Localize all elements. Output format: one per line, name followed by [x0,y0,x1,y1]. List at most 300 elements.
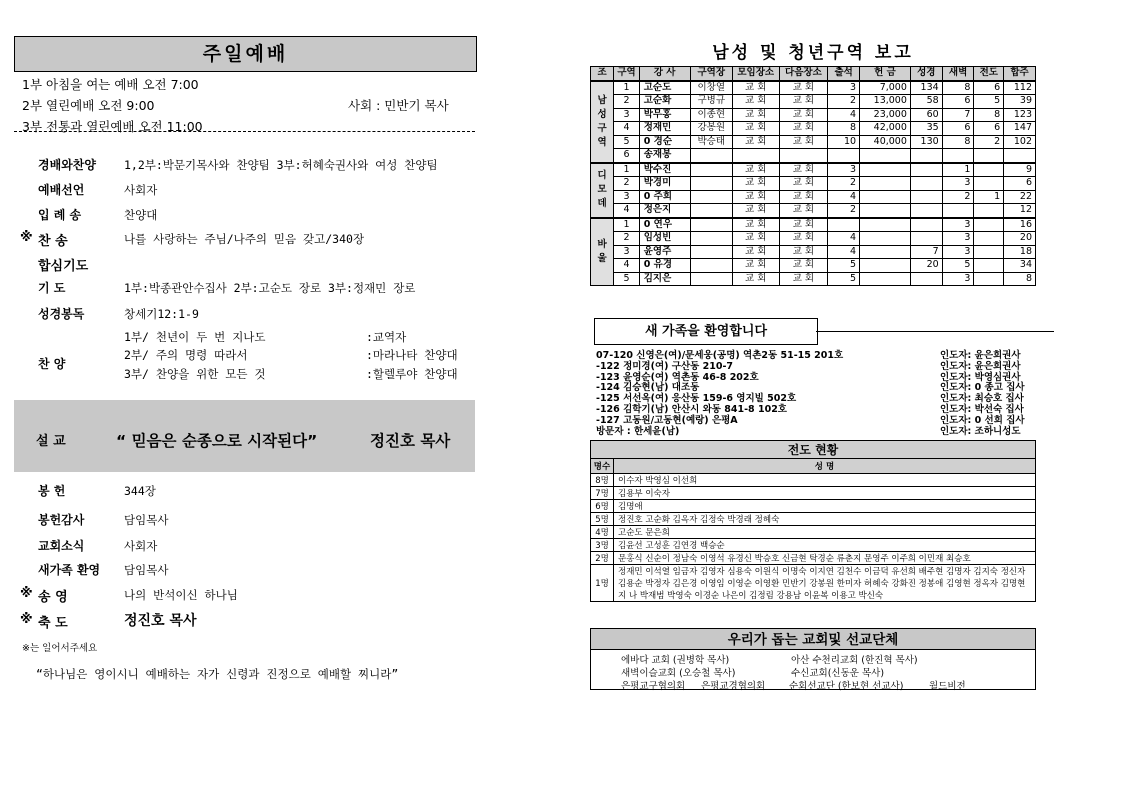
col-header: 강 사 [639,67,690,81]
anthem-song: 3부/ 찬양을 위한 모든 것 [124,367,266,381]
table-cell: 구병규 [690,95,732,109]
table-cell [860,163,911,177]
new-family-entry: -123 윤영순(여) 역촌동 46-8 202호 [596,371,759,383]
table-cell [690,177,732,191]
table-cell: 교 회 [732,163,779,177]
table-row [591,259,1036,273]
new-family-guide: 인도자: 0 선희 집사 [940,414,1025,426]
table-cell: 1 [942,163,974,177]
church-item: 아산 수천리교회 (한진혁 목사) [791,655,918,666]
table-row [591,190,1036,204]
table-cell: 5 [614,272,639,286]
table-cell: 교 회 [779,218,828,232]
table-cell: 3 [942,245,974,259]
table-cell: 교 회 [779,81,828,95]
table-cell: 23,000 [860,108,911,122]
table-cell [690,259,732,273]
dashed-divider [14,131,475,132]
table-cell: 박승태 [690,135,732,149]
table-cell: 0 연우 [639,218,690,232]
table-cell: 18 [1004,245,1036,259]
table-cell [860,218,911,232]
new-family-guide: 인도자: 윤은희권사 [940,360,1021,372]
table-cell: 교 회 [779,259,828,273]
table-cell [860,149,911,163]
anthem-song: 2부/ 주의 명령 따라서 [124,348,248,362]
order-value: 1부:박종관안수집사 2부:고순도 장로 3부:정재민 장로 [124,281,416,295]
new-family-guide: 인도자: 박선숙 집사 [940,404,1024,415]
table-row [591,204,1036,218]
order-label: 합심기도 [38,259,89,274]
table-cell: 교 회 [732,272,779,286]
table-cell: 1 [614,81,639,95]
table-cell: 교 회 [732,245,779,259]
table-cell: 20 [910,259,942,273]
count-cell: 1명 [591,565,614,602]
table-cell: 3 [942,177,974,191]
table-cell: 강봉원 [690,122,732,136]
anthem-choir: :할렐루야 찬양대 [366,367,458,381]
sermon-title: “ 믿음은 순종으로 시작된다” [116,432,318,450]
table-cell [860,245,911,259]
sermon-preacher: 정진호 목사 [370,432,451,450]
table-header-row [591,459,1036,474]
table-row [591,552,1036,565]
table-cell: 35 [910,122,942,136]
table-cell: 임성빈 [639,232,690,246]
table-cell: 40,000 [860,135,911,149]
table-cell: 교 회 [732,218,779,232]
table-cell: 6 [1004,177,1036,191]
table-cell [1004,149,1036,163]
table-cell [779,149,828,163]
table-cell [690,245,732,259]
church-item: 은평교경협의회 [701,681,766,692]
new-family-entry: -124 김승현(남) 대조동 [596,382,700,394]
table-cell: 8 [974,108,1004,122]
table-cell [942,204,974,218]
count-cell: 6명 [591,500,614,513]
church-item: 순회선교단 (한보현 선교사) [789,681,904,692]
names-cell: 이수자 박영심 이선희 [614,474,1036,487]
table-cell: 박경미 [639,177,690,191]
welcome-rule [816,331,1054,332]
table-cell: 교 회 [732,95,779,109]
count-cell: 3명 [591,539,614,552]
table-cell [974,245,1004,259]
table-row [591,108,1036,122]
table-cell: 3 [614,190,639,204]
table-cell [690,218,732,232]
table-cell: 134 [910,81,942,95]
new-family-entry: -127 고동원/고동현(예랑) 은평A [596,414,738,426]
table-cell: 1 [614,163,639,177]
table-cell: 교 회 [732,108,779,122]
table-row [591,487,1036,500]
table-cell: 102 [1004,135,1036,149]
table-cell: 5 [614,135,639,149]
table-cell: 교 회 [779,135,828,149]
table-cell [974,163,1004,177]
table-cell [828,218,860,232]
table-cell [942,149,974,163]
church-item: 에바다 교회 (권병학 목사) [621,655,730,666]
worship-title: 주일예배 [14,36,477,72]
new-family-guide: 인도자: 윤은희권사 [940,350,1021,361]
new-family-entry: -126 김학기(남) 안산시 와동 841-8 102호 [596,404,787,415]
table-row [591,95,1036,109]
table-cell: 0 유경 [639,259,690,273]
group-name-cell: 바 울 [591,218,614,286]
table-cell: 4 [614,122,639,136]
table-cell: 4 [828,190,860,204]
order-value: 찬양대 [124,208,158,222]
table-cell: 이종현 [690,108,732,122]
order-value: 담임목사 [124,563,169,577]
table-cell: 3 [942,272,974,286]
table-cell: 1 [974,190,1004,204]
table-cell: 2 [942,190,974,204]
col-header: 헌 금 [860,67,911,81]
table-cell [690,232,732,246]
table-cell: 교 회 [779,163,828,177]
table-cell [910,190,942,204]
table-cell: 8 [942,81,974,95]
new-family-guide: 인도자: 최승호 집사 [940,393,1024,405]
table-cell: 4 [614,204,639,218]
order-value: 담임목사 [124,513,169,527]
new-family-entry: -122 정미경(여) 구산동 210-7 [596,360,734,372]
table-cell: 58 [910,95,942,109]
table-cell: 6 [942,122,974,136]
table-cell: 6 [974,81,1004,95]
order-label: 찬 송 [38,234,68,249]
table-cell: 2 [614,232,639,246]
table-cell [690,190,732,204]
table-cell: 8 [1004,272,1036,286]
table-cell: 교 회 [779,108,828,122]
table-cell: 박무홍 [639,108,690,122]
table-cell: 2 [614,95,639,109]
anthem-song: 1부/ 천년이 두 번 지나도 [124,330,266,344]
new-family-guide: 인도자: 0 종고 집사 [940,382,1025,394]
col-header: 출석 [828,67,860,81]
table-cell: 교 회 [732,259,779,273]
table-cell: 김지은 [639,272,690,286]
order-label: 경배와찬양 [38,158,96,172]
table-cell: 교 회 [732,122,779,136]
table-cell [974,218,1004,232]
table-cell: 10 [828,135,860,149]
table-row [591,232,1036,246]
count-cell: 7명 [591,487,614,500]
count-cell: 8명 [591,474,614,487]
table-cell: 34 [1004,259,1036,273]
table-cell: 2 [828,95,860,109]
closing-verse: “하나님은 영이시니 예배하는 자가 신령과 진정으로 예배할 찌니라” [36,667,399,681]
table-cell: 교 회 [732,204,779,218]
group-name-cell: 남 성 구 역 [591,81,614,163]
table-cell: 6 [614,149,639,163]
table-cell: 3 [942,232,974,246]
service-2: 2부 열린예배 오전 9:00 [22,98,155,113]
order-label: 봉 헌 [38,484,66,498]
table-cell: 3 [614,108,639,122]
table-cell: 0 주희 [639,190,690,204]
table-row [591,272,1036,286]
table-cell [860,190,911,204]
standing-mark: ※ [20,230,33,245]
welcome-title: 새 가족을 환영합니다 [594,318,818,345]
table-cell: 윤영주 [639,245,690,259]
col-header: 합주 [1004,67,1036,81]
service-1: 1부 아침을 여는 예배 오전 7:00 [22,77,199,92]
table-cell: 8 [942,135,974,149]
table-cell: 5 [828,272,860,286]
table-cell: 22 [1004,190,1036,204]
table-cell [690,163,732,177]
table-cell: 2 [828,204,860,218]
table-cell: 교 회 [732,190,779,204]
church-item: 새벽이슬교회 (오승철 목사) [621,668,736,679]
anthem-choir: :마라나타 찬양대 [366,348,458,362]
names-cell: 김윤선 고성훈 김연경 백승순 [614,539,1036,552]
church-item: 은평교구협의회 [621,681,686,692]
table-cell: 교 회 [732,135,779,149]
table-cell: 정은지 [639,204,690,218]
table-cell: 2 [828,177,860,191]
table-cell: 이창열 [690,81,732,95]
table-cell [910,218,942,232]
order-label: 기 도 [38,281,66,295]
table-cell: 교 회 [779,190,828,204]
names-cell: 문홍식 신순이 정남숙 이영석 유경신 박승호 신금현 탁경순 류춘지 문영주 이주희 이민재 최승호 [614,552,1036,565]
table-cell: 112 [1004,81,1036,95]
new-family-guide: 인도자: 조하니성도 [940,425,1021,437]
table-cell [974,272,1004,286]
order-label: 축 도 [38,616,68,631]
table-cell: 7,000 [860,81,911,95]
table-cell: 정재민 [639,122,690,136]
table-cell: 20 [1004,232,1036,246]
table-cell: 5 [974,95,1004,109]
table-cell: 교 회 [779,245,828,259]
table-row [591,539,1036,552]
table-row [591,474,1036,487]
churches-title: 우리가 돕는 교회및 선교단체 [590,628,1036,650]
order-value: 사회자 [124,183,158,197]
table-cell [860,272,911,286]
standing-mark: ※ [20,612,33,627]
table-cell [828,149,860,163]
order-value: 사회자 [124,539,158,553]
table-cell: 교 회 [779,232,828,246]
table-cell: 교 회 [779,122,828,136]
col-header: 구역장 [690,67,732,81]
anthem-label: 찬 양 [38,357,66,371]
table-cell [974,232,1004,246]
table-cell: 2 [974,135,1004,149]
table-cell: 3 [828,163,860,177]
table-cell: 13,000 [860,95,911,109]
table-row [591,149,1036,163]
order-value: 나를 사랑하는 주님/나주의 믿음 갖고/340장 [124,232,365,246]
table-cell: 42,000 [860,122,911,136]
order-value: 1,2부:박문기목사와 찬양팀 3부:허혜숙권사와 여성 찬양팀 [124,158,438,172]
table-cell: 교 회 [732,81,779,95]
order-label: 성경봉독 [38,307,85,321]
table-cell: 60 [910,108,942,122]
table-cell: 147 [1004,122,1036,136]
table-cell: 1 [614,218,639,232]
table-cell [974,204,1004,218]
order-label: 새가족 환영 [38,563,101,577]
table-cell [860,204,911,218]
col-header: 다음장소 [779,67,828,81]
table-cell [974,177,1004,191]
order-value: 나의 반석이신 하나님 [124,588,238,602]
new-family-entry: -125 서선옥(여) 응산동 159-6 영지빌 502호 [596,393,797,405]
table-cell [910,177,942,191]
table-cell [860,232,911,246]
table-cell [910,272,942,286]
order-value: 344장 [124,484,156,498]
table-cell: 고순도 [639,81,690,95]
names-cell: 고순도 문은희 [614,526,1036,539]
table-header-row [591,67,1036,81]
col-header: 조 [591,67,614,81]
standing-note: ※는 일어서주세요 [22,643,98,654]
table-cell: 송재봉 [639,149,690,163]
table-cell [690,149,732,163]
count-cell: 4명 [591,526,614,539]
table-row [591,177,1036,191]
table-cell [910,232,942,246]
table-row [591,245,1036,259]
col-header: 새벽 [942,67,974,81]
table-cell: 교 회 [732,232,779,246]
table-cell: 3 [828,81,860,95]
table-cell [690,204,732,218]
count-cell: 2명 [591,552,614,565]
table-cell: 3 [942,218,974,232]
table-cell: 6 [942,95,974,109]
table-cell: 9 [1004,163,1036,177]
church-item: 수신교회(신동운 목사) [791,668,885,679]
evangelism-title: 전도 현황 [590,440,1036,458]
table-cell: 4 [828,108,860,122]
col-header: 성경 [910,67,942,81]
table-cell [860,259,911,273]
table-cell: 고순화 [639,95,690,109]
table-cell: 교 회 [779,272,828,286]
table-row [591,163,1036,177]
table-cell: 2 [614,177,639,191]
table-cell: 박수진 [639,163,690,177]
evangelism-table [590,458,1036,602]
names-cell: 김명애 [614,500,1036,513]
table-row [591,122,1036,136]
benediction-value: 정진호 목사 [124,613,197,629]
table-cell [910,163,942,177]
col-header: 모임장소 [732,67,779,81]
names-cell: 정재민 이석열 임금자 김영자 심용숙 이원식 이명숙 이지연 김천수 이금덕 유선희 배주현 김명자 김지숙 정신자 김용순 박정자 김은경 이영임 이영순 이영환 민반기 강봉원 한미자 허혜숙 강화진 정봉애 김영현 정옥자 김명현 지 나 박재범 박영숙 이경순 나은이 김정림 강용남 이윤복 이용고 박신숙 [614,565,1036,602]
table-cell [910,149,942,163]
new-family-entry: 07-120 신영은(여)/문세웅(공명) 역촌2동 51-15 201호 [596,350,844,361]
table-row [591,81,1036,95]
new-family-guide: 인도자: 박영심권사 [940,371,1021,383]
district-report-table [590,66,1036,286]
table-row [591,135,1036,149]
table-row [591,565,1036,602]
group-name-cell: 디 모 데 [591,163,614,218]
anthem-choir: :교역자 [366,330,407,344]
table-row [591,500,1036,513]
table-cell: 교 회 [732,177,779,191]
table-row [591,526,1036,539]
standing-mark: ※ [20,586,33,601]
table-cell: 0 경순 [639,135,690,149]
table-cell: 교 회 [779,204,828,218]
count-cell: 5명 [591,513,614,526]
table-row [591,218,1036,232]
names-cell: 김용부 이숙자 [614,487,1036,500]
table-cell: 7 [942,108,974,122]
table-cell [690,272,732,286]
table-cell: 6 [974,122,1004,136]
sermon-label: 설 교 [36,434,66,449]
table-cell: 130 [910,135,942,149]
order-label: 봉헌감사 [38,513,85,527]
table-row [591,513,1036,526]
table-cell: 4 [614,259,639,273]
table-cell: 4 [828,232,860,246]
table-cell: 교 회 [779,95,828,109]
presider: 사회 : 민반기 목사 [348,98,449,113]
table-cell: 5 [942,259,974,273]
order-label: 예배선언 [38,183,85,197]
service-3: 3부 전통과 열린예배 오전 11:00 [22,119,203,134]
order-label: 입 례 송 [38,208,82,222]
col-header: 구역 [614,67,639,81]
table-cell: 교 회 [779,177,828,191]
col-header: 성 명 [614,459,1036,474]
table-cell [974,149,1004,163]
order-label: 교회소식 [38,539,85,553]
table-cell [974,259,1004,273]
churches-list [590,650,1036,690]
table-cell [860,177,911,191]
table-cell: 4 [828,245,860,259]
table-cell: 5 [828,259,860,273]
table-cell [910,204,942,218]
report-title: 남성 및 청년구역 보고 [712,43,914,63]
church-item: 월드비전 [929,681,966,692]
order-value: 창세기12:1-9 [124,307,199,321]
col-header: 명수 [591,459,614,474]
table-cell: 16 [1004,218,1036,232]
table-cell: 7 [910,245,942,259]
col-header: 전도 [974,67,1004,81]
table-cell: 3 [614,245,639,259]
order-label: 송 영 [38,590,68,605]
new-family-entry: 방문자 : 한세윤(남) [596,425,680,437]
table-cell: 12 [1004,204,1036,218]
table-cell: 8 [828,122,860,136]
table-cell [732,149,779,163]
names-cell: 정진호 고순화 김옥자 김정숙 박경래 정혜숙 [614,513,1036,526]
table-cell: 39 [1004,95,1036,109]
